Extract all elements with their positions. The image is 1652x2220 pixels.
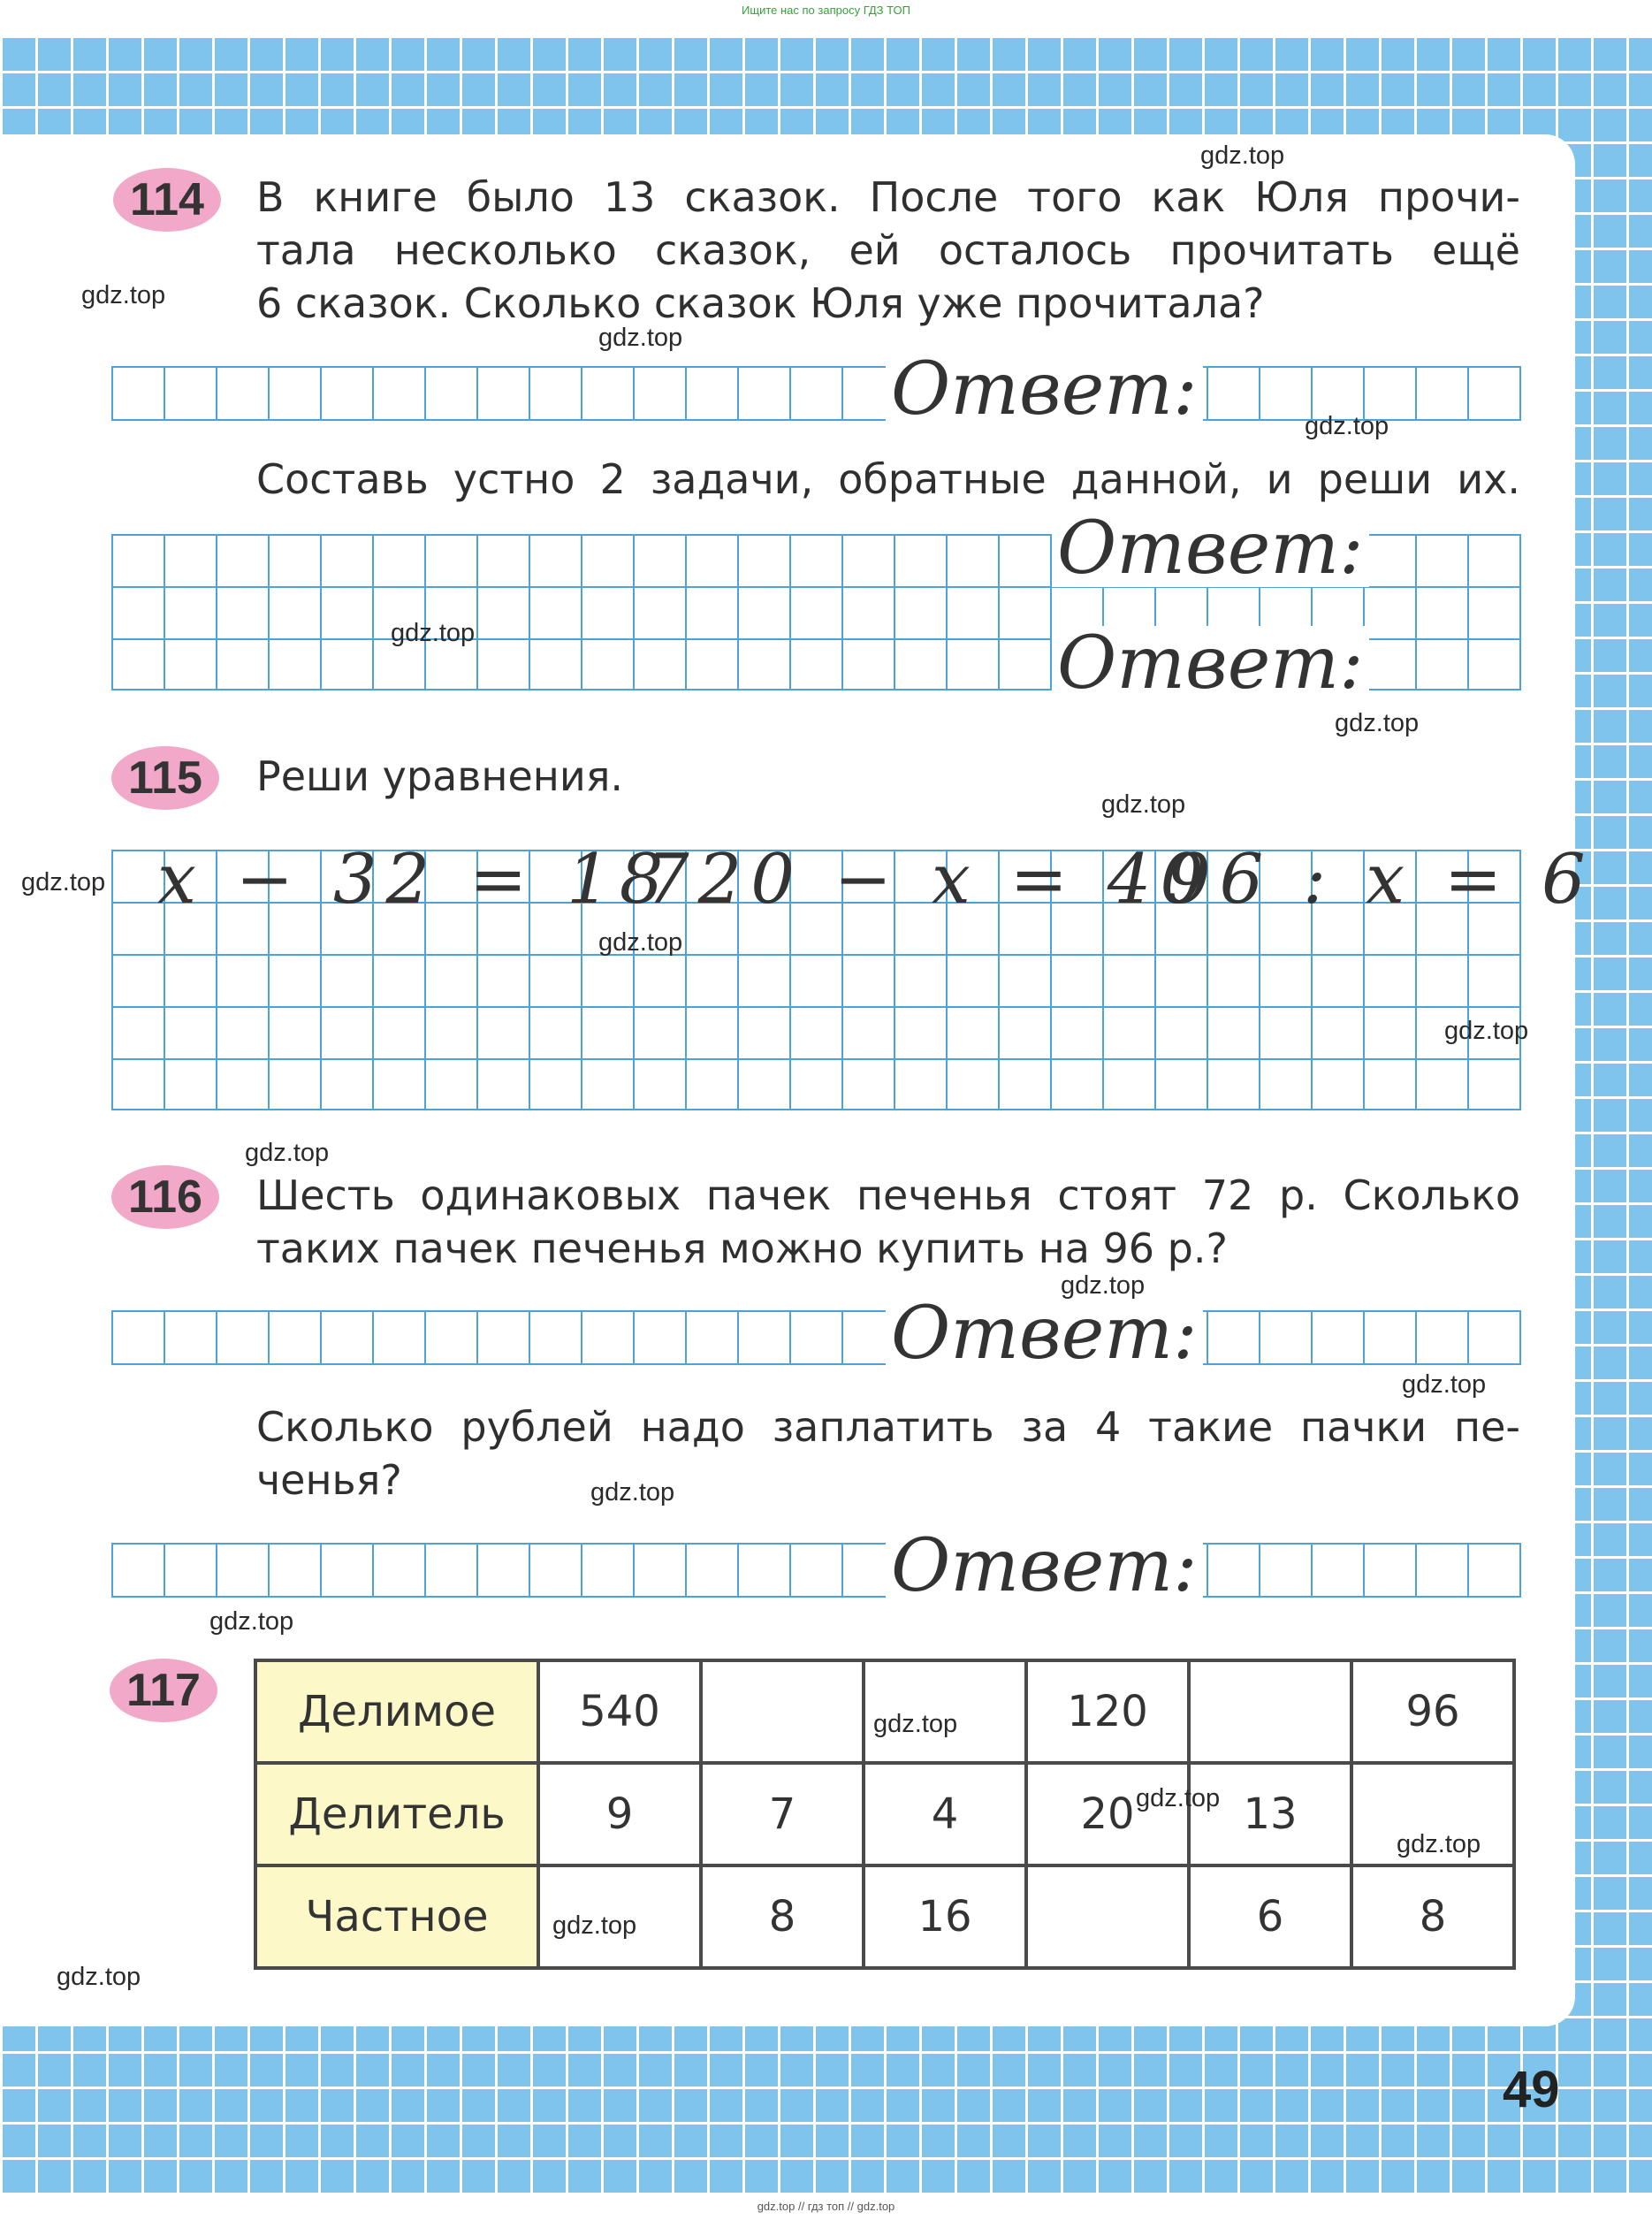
table-cell[interactable]: 9	[538, 1763, 701, 1865]
task-116-line-2: таких пачек печенья можно купить на 96 р.?	[256, 1224, 1228, 1272]
watermark: gdz.top	[81, 281, 166, 309]
task-114-line-1: В книге было 13 сказок. После того как Юля прочи-	[256, 173, 1520, 221]
task-116-answer-label-2: Ответ:	[886, 1529, 1203, 1605]
table-cell[interactable]	[701, 1660, 864, 1763]
watermark: gdz.top	[57, 1963, 141, 1991]
table-cell[interactable]: 7	[701, 1763, 864, 1865]
task-115-text: Реши уравнения.	[256, 752, 624, 800]
watermark: gdz.top	[1200, 141, 1285, 170]
page-number: 49	[1503, 2061, 1560, 2118]
task-116-answer-label: Ответ:	[886, 1296, 1203, 1372]
table-cell[interactable]: 120	[1026, 1660, 1189, 1763]
table-row-quotient	[255, 1865, 1514, 1968]
watermark: gdz.top	[21, 868, 106, 896]
equation-3: 96 : x = 6	[1167, 840, 1595, 919]
task-116-text	[256, 1169, 1520, 1275]
task-114-text	[256, 171, 1520, 330]
task-114-badge: 114	[113, 168, 221, 232]
task-114-answer-label: Ответ:	[886, 352, 1203, 428]
task-116-followup-line-1: Сколько рублей надо заплатить за 4 такие пачки пе-	[256, 1403, 1520, 1451]
watermark: gdz.top	[552, 1911, 637, 1940]
watermark: gdz.top	[598, 324, 683, 352]
table-cell[interactable]: 16	[864, 1865, 1026, 1968]
watermark: gdz.top	[873, 1710, 958, 1738]
watermark: gdz.top	[1305, 412, 1389, 440]
division-table	[254, 1659, 1516, 1970]
watermark: gdz.top	[1402, 1370, 1487, 1399]
table-cell[interactable]: 8	[1351, 1865, 1514, 1968]
watermark: gdz.top	[590, 1478, 675, 1507]
task-116-line-1: Шесть одинаковых пачек печенья стоят 72 р. Сколько	[256, 1171, 1520, 1219]
watermark: gdz.top	[245, 1139, 330, 1167]
table-cell[interactable]: 540	[538, 1660, 701, 1763]
task-114-followup	[256, 453, 1520, 506]
row-label: Делимое	[255, 1660, 538, 1763]
task-114-answer-label-3: Ответ:	[1052, 626, 1369, 702]
table-cell[interactable]	[1026, 1865, 1189, 1968]
table-cell[interactable]: 20	[1026, 1763, 1189, 1865]
task-116-answer-grid[interactable]	[111, 1310, 1521, 1365]
task-116-followup	[256, 1400, 1520, 1507]
task-114-followup-line: Составь устно 2 задачи, обратные данной, и реши их.	[256, 455, 1520, 503]
table-cell[interactable]: 8	[701, 1865, 864, 1968]
task-115-badge: 115	[111, 746, 219, 810]
task-114-answer-label-2: Ответ:	[1052, 511, 1369, 587]
footer-note: gdz.top // гдз топ // gdz.top	[757, 2200, 895, 2213]
task-114-line-3: 6 сказок. Сколько сказок Юля уже прочитала?	[256, 279, 1265, 327]
row-label: Частное	[255, 1865, 538, 1968]
table-cell[interactable]	[1189, 1660, 1351, 1763]
watermark: gdz.top	[1061, 1271, 1146, 1300]
watermark: gdz.top	[598, 928, 683, 957]
table-cell[interactable]: 6	[1189, 1865, 1351, 1968]
table-cell[interactable]: 13	[1189, 1763, 1351, 1865]
watermark: gdz.top	[1136, 1784, 1221, 1812]
table-cell[interactable]: 4	[864, 1763, 1026, 1865]
equation-1: x − 32 = 18	[157, 840, 673, 919]
equation-2: 720 − x = 40	[645, 840, 1214, 919]
task-116-badge: 116	[111, 1165, 219, 1229]
watermark: gdz.top	[391, 619, 476, 647]
watermark: gdz.top	[1101, 790, 1186, 819]
watermark: gdz.top	[1397, 1830, 1481, 1858]
task-116-followup-grid[interactable]	[111, 1543, 1521, 1598]
header-note: Ищите нас по запросу ГДЗ ТОП	[742, 4, 910, 17]
watermark: gdz.top	[1335, 709, 1420, 737]
task-117-badge: 117	[110, 1659, 217, 1722]
table-row-divisor	[255, 1763, 1514, 1865]
table-cell[interactable]: 96	[1351, 1660, 1514, 1763]
task-114-line-2: тала несколько сказок, ей осталось прочитать ещё	[256, 226, 1520, 274]
row-label: Делитель	[255, 1763, 538, 1865]
watermark: gdz.top	[209, 1607, 294, 1636]
watermark: gdz.top	[1444, 1017, 1529, 1045]
task-116-followup-line-2: ченья?	[256, 1456, 402, 1504]
